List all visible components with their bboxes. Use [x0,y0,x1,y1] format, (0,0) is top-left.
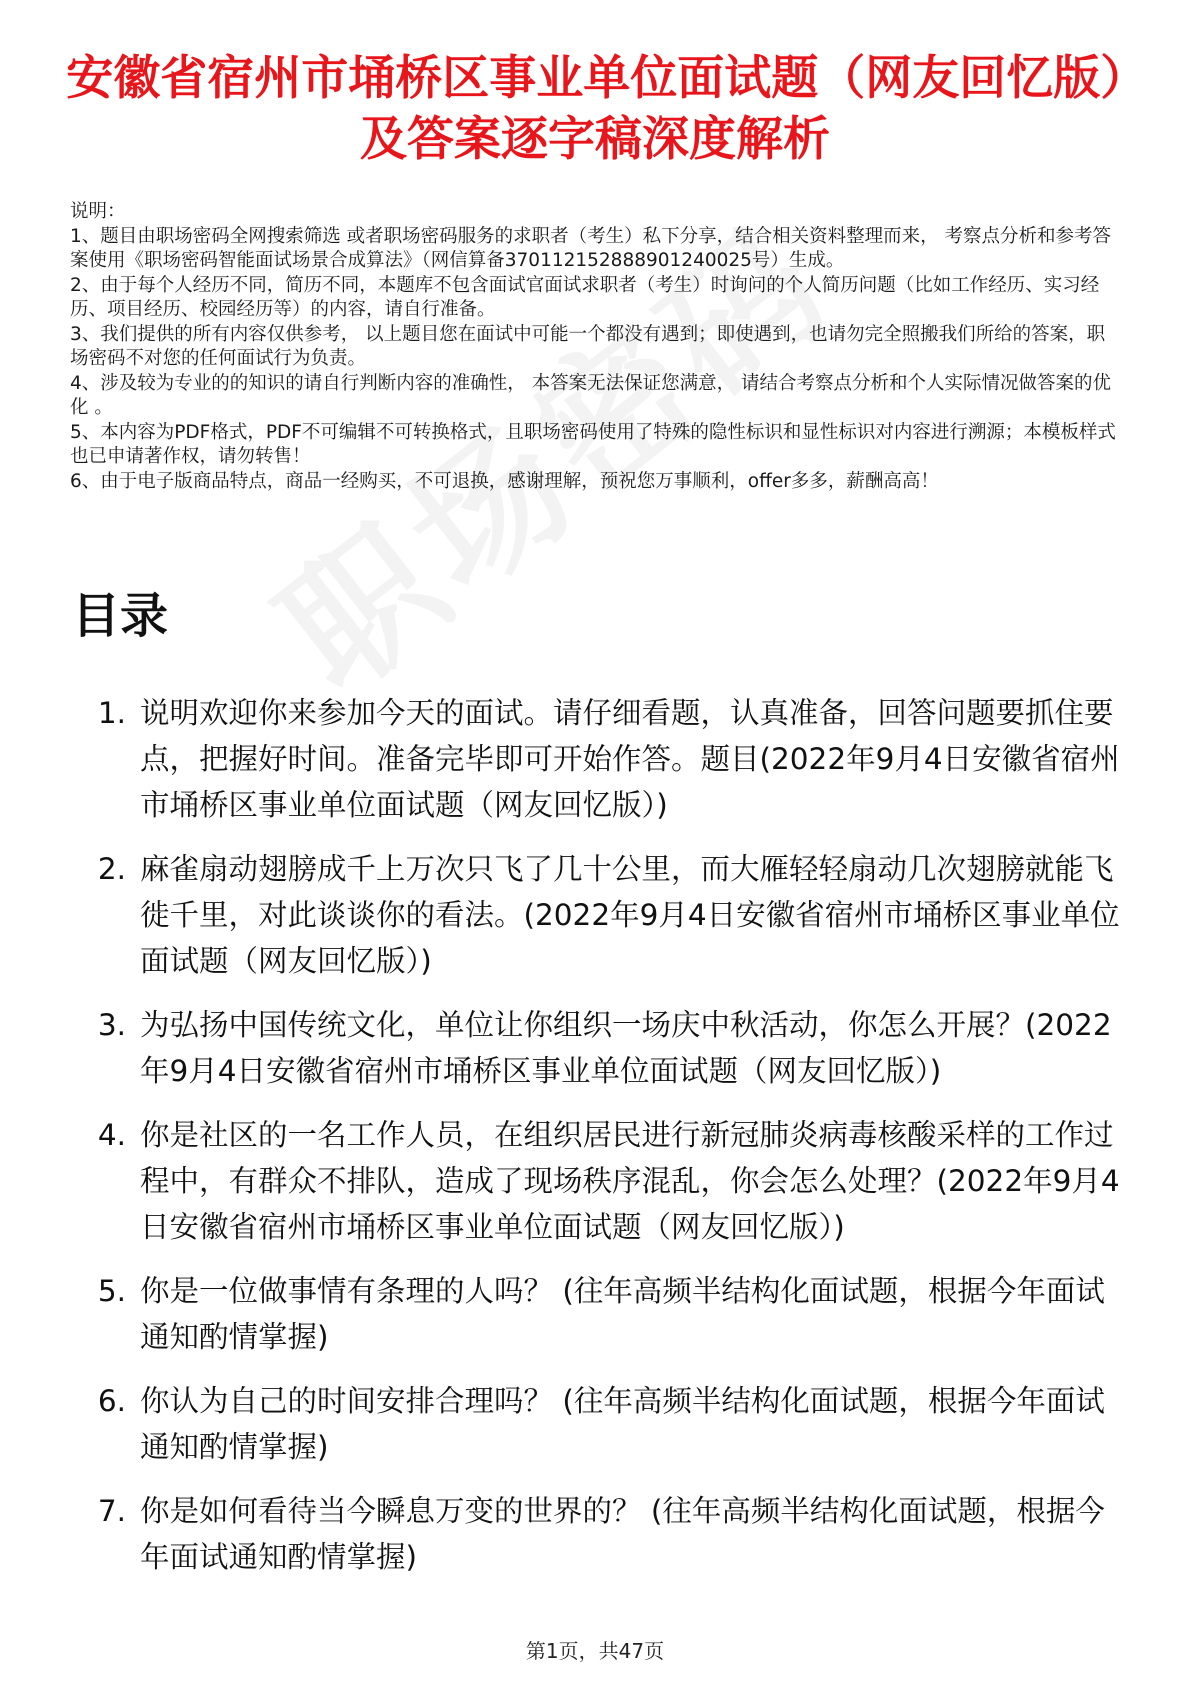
toc-item[interactable] [70,690,1130,828]
toc-item[interactable] [70,1002,1130,1094]
toc-item-number: 5. [97,1274,126,1308]
toc-item-text[interactable]: 你是社区的一名工作人员，在组织居民进行新冠肺炎病毒核酸采样的工作过程中，有群众不排队，造成了现场秩序混乱，你会怎么处理？(2022年9月4日安徽省宿州市埇桥区事业单位面试题（网友回忆版）) [140,1118,1120,1244]
notes-section [70,200,1120,494]
toc-item-text[interactable]: 你是一位做事情有条理的人吗？ (往年高频半结构化面试题，根据今年面试通知酌情掌握) [140,1274,1105,1354]
toc-item-number: 7. [97,1494,126,1528]
note-item: 3、我们提供的所有内容仅供参考， 以上题目您在面试中可能一个都没有遇到；即使遇到，也请勿完全照搬我们所给的答案，职场密码不对您的任何面试行为负责。 [70,323,1106,369]
note-item: 1、题目由职场密码全网搜索筛选 或者职场密码服务的求职者（考生）私下分享，结合相关资料整理而来， 考察点分析和参考答案使用《职场密码智能面试场景合成算法》（网信算备370112152888901240025号）生成。 [70,225,1112,271]
toc-item-number: 1. [97,696,126,730]
toc-item[interactable] [70,1268,1130,1360]
toc-item-text[interactable]: 你认为自己的时间安排合理吗？ (往年高频半结构化面试题，根据今年面试通知酌情掌握) [140,1384,1105,1464]
note-item: 4、涉及较为专业的的知识的请自行判断内容的准确性， 本答案无法保证您满意， 请结合考察点分析和个人实际情况做答案的优化 。 [70,372,1112,418]
page-footer: 第1页，共47页 [525,1639,665,1663]
toc-item-number: 6. [97,1384,126,1418]
toc-item-number: 4. [97,1118,126,1152]
note-item: 6、由于电子版商品特点，商品一经购买，不可退换，感谢理解，预祝您万事顺利，offer多多，薪酬高高！ [70,470,939,492]
note-item: 2、由于每个人经历不同，简历不同，本题库不包含面试官面试求职者（考生）时询问的个人简历问题（比如工作经历、实习经历、项目经历、校园经历等）的内容，请自行准备。 [70,274,1100,320]
notes-heading: 说明： [70,201,126,222]
toc-item-text[interactable]: 你是如何看待当今瞬息万变的世界的？ (往年高频半结构化面试题，根据今年面试通知酌情掌握) [140,1494,1105,1574]
toc-item-number: 3. [97,1008,126,1042]
toc-item[interactable] [70,1488,1130,1580]
toc-item-text[interactable]: 麻雀扇动翅膀成千上万次只飞了几十公里，而大雁轻轻扇动几次翅膀就能飞徙千里，对此谈谈你的看法。(2022年9月4日安徽省宿州市埇桥区事业单位面试题（网友回忆版）) [140,852,1120,978]
toc-item[interactable] [70,1112,1130,1250]
document-title: 安徽省宿州市埇桥区事业单位面试题（网友回忆版）及答案逐字稿深度解析 [66,51,1124,167]
toc-heading: 目录 [72,588,169,644]
note-item: 5、本内容为PDF格式，PDF不可编辑不可转换格式，且职场密码使用了特殊的隐性标识和显性标识对内容进行溯源；本模板样式也已申请著作权，请勿转售！ [70,421,1116,467]
toc-item[interactable] [70,846,1130,984]
toc-item-text[interactable]: 为弘扬中国传统文化，单位让你组织一场庆中秋活动，你怎么开展？(2022年9月4日安徽省宿州市埇桥区事业单位面试题（网友回忆版）) [140,1008,1112,1088]
toc-item-number: 2. [97,852,126,886]
toc-item[interactable] [70,1378,1130,1470]
table-of-contents [70,690,1130,1598]
toc-item-text[interactable]: 说明欢迎你来参加今天的面试。请仔细看题，认真准备，回答问题要抓住要点，把握好时间。准备完毕即可开始作答。题目(2022年9月4日安徽省宿州市埇桥区事业单位面试题（网友回忆版）) [140,696,1120,822]
